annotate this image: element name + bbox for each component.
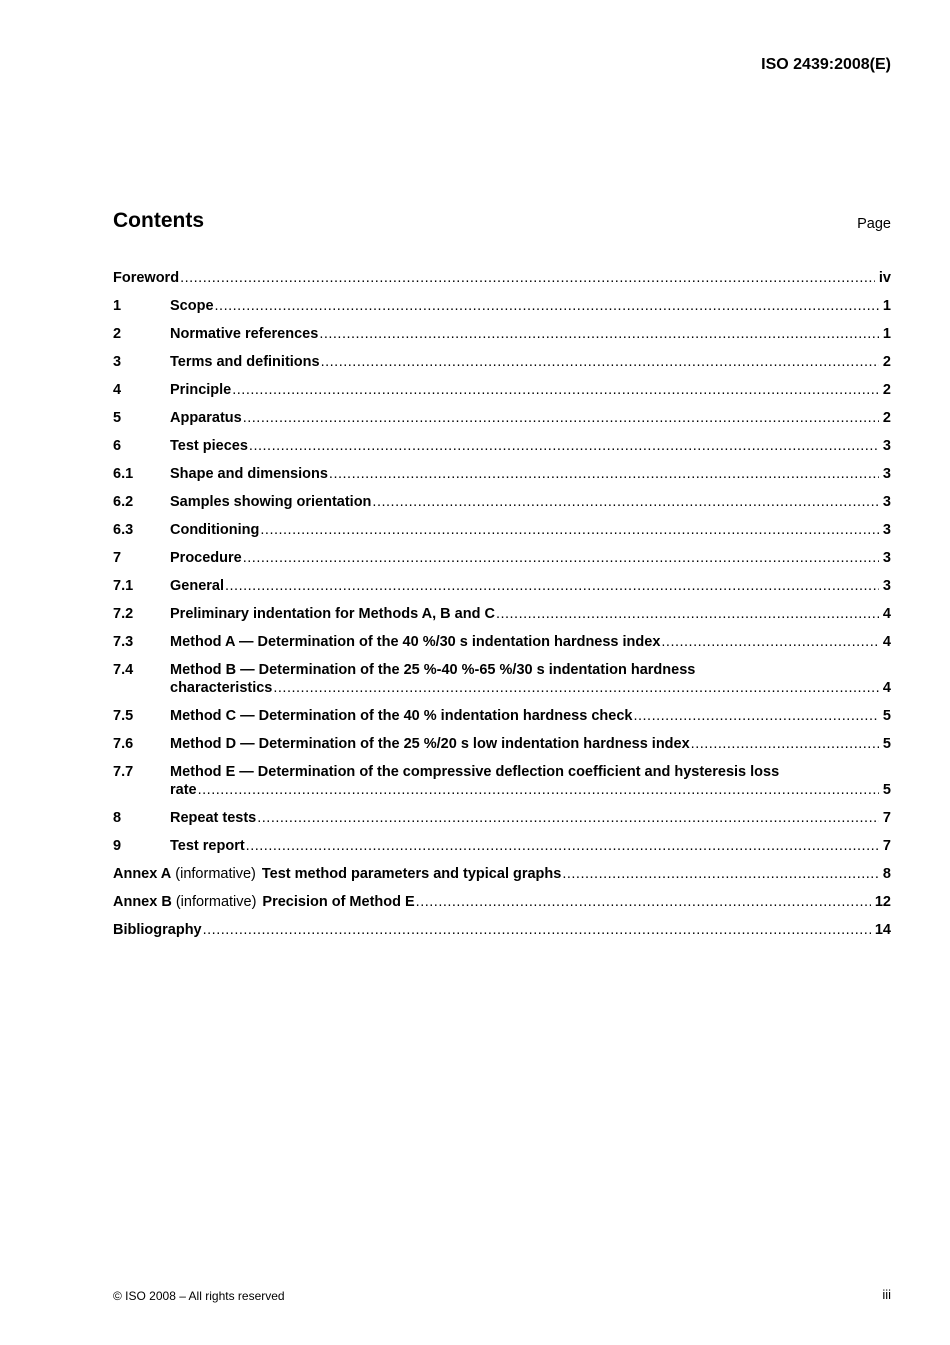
toc-entry-terms-and-definitions[interactable] — [113, 353, 891, 381]
toc-page-number: 12 — [874, 894, 891, 910]
toc-entry-body — [113, 921, 891, 939]
toc-title: Precision of Method E — [262, 894, 415, 910]
toc-title: Preliminary indentation for Methods A, B and C — [170, 606, 495, 622]
toc-entry-apparatus[interactable] — [113, 409, 891, 437]
toc-line — [170, 735, 891, 753]
toc-title: Test method parameters and typical graphs — [261, 866, 562, 882]
toc-page-number: 7 — [882, 838, 891, 854]
toc-entry-method-e[interactable] — [113, 763, 891, 809]
toc-title: Method D — Determination of the 25 %/20 s low indentation hardness index — [170, 736, 690, 752]
toc-line — [170, 437, 891, 455]
toc-number: 7.5 — [113, 708, 134, 724]
toc-page-number: 5 — [882, 708, 891, 724]
toc-page-number: 14 — [874, 922, 891, 938]
toc-entry-test-pieces[interactable] — [113, 437, 891, 465]
toc-entry-body — [170, 605, 891, 623]
toc-line — [170, 381, 891, 399]
dot-leader — [243, 409, 879, 427]
toc-page-number: 7 — [882, 810, 891, 826]
toc-title: Bibliography — [113, 922, 202, 938]
toc-line — [170, 325, 891, 343]
toc-line — [170, 837, 891, 855]
toc-entry-principle[interactable] — [113, 381, 891, 409]
toc-entry-body — [170, 661, 891, 697]
toc-title: General — [170, 578, 224, 594]
toc-title-line-2: characteristics — [170, 680, 273, 696]
toc-number: 8 — [113, 810, 122, 826]
toc-title-line-1: Method E — Determination of the compressive deflection coefficient and hysteresis loss — [170, 764, 780, 780]
dot-leader — [633, 707, 878, 725]
toc-entry-body — [170, 353, 891, 371]
toc-page-number: 2 — [882, 354, 891, 370]
toc-entry-body — [170, 577, 891, 595]
toc-entry-bibliography[interactable] — [113, 921, 891, 949]
page-column-label: Page — [857, 216, 891, 232]
annex-informative-label: (informative) — [175, 866, 256, 882]
toc-page-number: 5 — [882, 782, 891, 798]
dot-leader — [198, 781, 879, 799]
toc-entry-body — [170, 809, 891, 827]
dot-leader — [319, 325, 879, 343]
toc-title: Procedure — [170, 550, 242, 566]
toc-line — [170, 465, 891, 483]
toc-line — [170, 297, 891, 315]
toc-entry-body — [170, 325, 891, 343]
document-id: ISO 2439:2008(E) — [761, 56, 891, 73]
toc-entry-test-report[interactable] — [113, 837, 891, 865]
toc-page-number: 1 — [882, 326, 891, 342]
toc-entry-method-a[interactable] — [113, 633, 891, 661]
toc-title: Conditioning — [170, 522, 260, 538]
toc-entry-body — [170, 633, 891, 651]
toc-page-number: 2 — [882, 382, 891, 398]
dot-leader — [180, 269, 875, 287]
toc-title-line-2: rate — [170, 782, 197, 798]
toc-title: Samples showing orientation — [170, 494, 372, 510]
dot-leader — [243, 549, 879, 567]
toc-line — [170, 633, 891, 651]
toc-entry-body — [170, 381, 891, 399]
toc-entry-method-b[interactable] — [113, 661, 891, 707]
toc-page-number: iv — [878, 270, 891, 286]
toc-page-number: 4 — [882, 606, 891, 622]
toc-page-number: 8 — [882, 866, 891, 882]
toc-page-number: 3 — [882, 494, 891, 510]
toc-number: 2 — [113, 326, 122, 342]
toc-entry-body — [170, 297, 891, 315]
toc-title-line-1: Method B — Determination of the 25 %-40 %-65 %/30 s indentation hardness — [170, 662, 696, 678]
dot-leader — [249, 437, 879, 455]
footer-page-number: iii — [882, 1287, 891, 1302]
copyright-notice: © ISO 2008 – All rights reserved — [113, 1289, 285, 1303]
toc-number: 6 — [113, 438, 122, 454]
toc-page-number: 3 — [882, 578, 891, 594]
dot-leader — [416, 893, 871, 911]
toc-line — [170, 781, 891, 799]
toc-entry-repeat-tests[interactable] — [113, 809, 891, 837]
toc-entry-body — [170, 707, 891, 725]
toc-number: 6.2 — [113, 494, 134, 510]
annex-label: Annex A — [113, 866, 172, 882]
toc-number: 7 — [113, 550, 122, 566]
toc-entry-body — [170, 465, 891, 483]
toc-entry-body — [170, 735, 891, 753]
dot-leader — [372, 493, 879, 511]
contents-title: Contents — [113, 209, 204, 232]
dot-leader — [257, 809, 879, 827]
toc-number: 9 — [113, 838, 122, 854]
toc-entry-preliminary-indentation[interactable] — [113, 605, 891, 633]
toc-page-number: 1 — [882, 298, 891, 314]
dot-leader — [661, 633, 879, 651]
toc-title: Repeat tests — [170, 810, 257, 826]
toc-number: 7.7 — [113, 764, 134, 780]
toc-page-number: 2 — [882, 410, 891, 426]
toc-page-number: 4 — [882, 680, 891, 696]
toc-entry-body — [113, 893, 891, 911]
toc-entry-general[interactable] — [113, 577, 891, 605]
toc-line — [170, 605, 891, 623]
toc-entry-body — [170, 763, 891, 799]
toc-entry-normative-references[interactable] — [113, 325, 891, 353]
toc-line — [170, 707, 891, 725]
toc-title: Principle — [170, 382, 232, 398]
toc-number: 6.3 — [113, 522, 134, 538]
dot-leader — [691, 735, 879, 753]
dot-leader — [232, 381, 879, 399]
table-of-contents — [113, 269, 891, 949]
toc-line — [170, 409, 891, 427]
toc-title: Apparatus — [170, 410, 242, 426]
toc-title: Normative references — [170, 326, 319, 342]
toc-page-number: 5 — [882, 736, 891, 752]
toc-line — [113, 865, 891, 883]
toc-number: 6.1 — [113, 466, 134, 482]
toc-entry-body — [170, 409, 891, 427]
toc-number: 7.1 — [113, 578, 134, 594]
toc-line — [113, 269, 891, 287]
toc-page-number: 3 — [882, 466, 891, 482]
toc-entry-annex-a[interactable] — [113, 865, 891, 893]
toc-entry-annex-b[interactable] — [113, 893, 891, 921]
dot-leader — [260, 521, 879, 539]
toc-number: 7.4 — [113, 662, 134, 678]
toc-line — [170, 679, 891, 697]
toc-line — [170, 521, 891, 539]
toc-number: 7.3 — [113, 634, 134, 650]
dot-leader — [225, 577, 879, 595]
toc-number: 5 — [113, 410, 122, 426]
dot-leader — [215, 297, 879, 315]
dot-leader — [562, 865, 879, 883]
toc-title: Terms and definitions — [170, 354, 320, 370]
toc-entry-body — [170, 437, 891, 455]
toc-page-number: 4 — [882, 634, 891, 650]
toc-title: Foreword — [113, 270, 180, 286]
toc-number: 3 — [113, 354, 122, 370]
dot-leader — [246, 837, 879, 855]
toc-title: Test report — [170, 838, 245, 854]
toc-entry-body — [170, 837, 891, 855]
toc-number: 1 — [113, 298, 122, 314]
toc-entry-body — [170, 549, 891, 567]
toc-page-number: 3 — [882, 522, 891, 538]
toc-line — [170, 577, 891, 595]
toc-number: 7.6 — [113, 736, 134, 752]
toc-entry-scope[interactable] — [113, 297, 891, 325]
toc-page-number: 3 — [882, 550, 891, 566]
toc-line — [170, 549, 891, 567]
dot-leader — [273, 679, 879, 697]
dot-leader — [496, 605, 879, 623]
toc-entry-method-c[interactable] — [113, 707, 891, 735]
toc-page-number: 3 — [882, 438, 891, 454]
toc-line — [170, 353, 891, 371]
toc-entry-samples-showing-orientation[interactable] — [113, 493, 891, 521]
annex-label: Annex B — [113, 894, 172, 910]
toc-entry-body — [113, 269, 891, 287]
toc-entry-body — [170, 521, 891, 539]
toc-line — [170, 809, 891, 827]
toc-title: Shape and dimensions — [170, 466, 328, 482]
toc-entry-procedure[interactable] — [113, 549, 891, 577]
toc-entry-method-d[interactable] — [113, 735, 891, 763]
toc-title: Test pieces — [170, 438, 248, 454]
toc-entry-foreword[interactable] — [113, 269, 891, 297]
toc-number: 7.2 — [113, 606, 134, 622]
dot-leader — [321, 353, 879, 371]
toc-line — [113, 893, 891, 911]
toc-title: Method C — Determination of the 40 % indentation hardness check — [170, 708, 633, 724]
toc-line — [113, 921, 891, 939]
toc-title: Method A — Determination of the 40 %/30 s indentation hardness index — [170, 634, 661, 650]
dot-leader — [329, 465, 879, 483]
toc-entry-body — [170, 493, 891, 511]
dot-leader — [203, 921, 871, 939]
toc-entry-conditioning[interactable] — [113, 521, 891, 549]
toc-title: Scope — [170, 298, 214, 314]
toc-entry-shape-and-dimensions[interactable] — [113, 465, 891, 493]
toc-line — [170, 493, 891, 511]
toc-number: 4 — [113, 382, 122, 398]
toc-entry-body — [113, 865, 891, 883]
annex-informative-label: (informative) — [175, 894, 257, 910]
